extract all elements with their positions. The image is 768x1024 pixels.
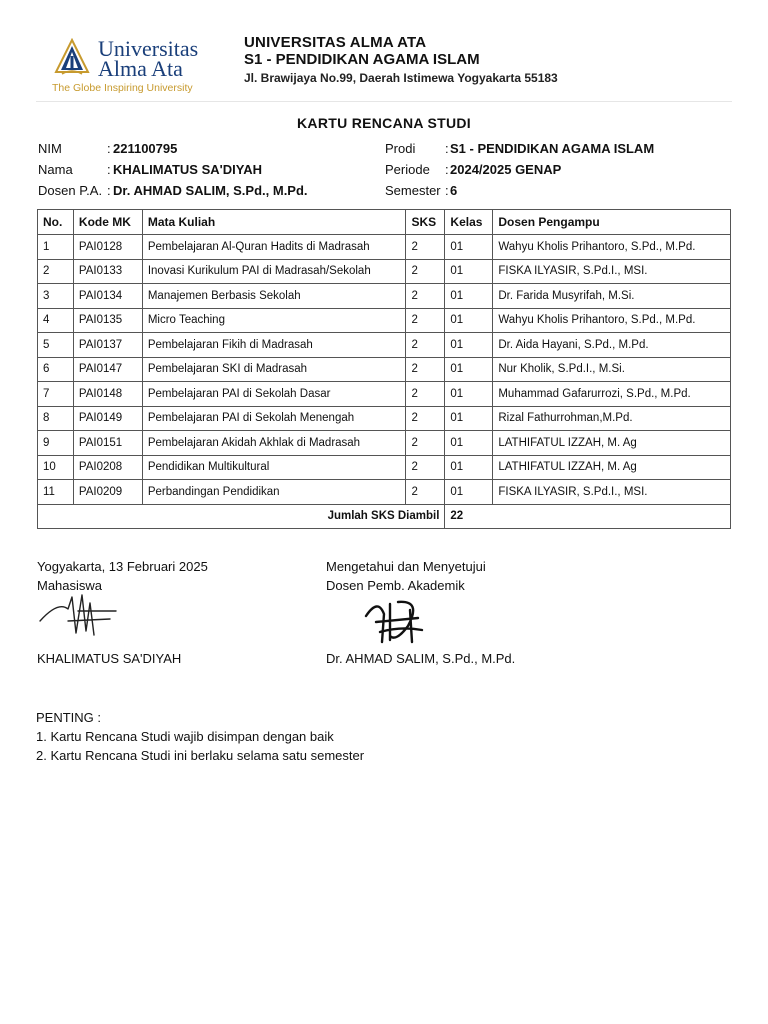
nim-colon: : — [107, 141, 111, 156]
col-header-kelas: Kelas — [445, 210, 493, 235]
advisor-signature — [360, 596, 430, 648]
row-dosen-pengampu: Muhammad Gafarurrozi, S.Pd., M.Pd. — [493, 382, 731, 407]
total-row — [38, 504, 731, 529]
student-info-left — [38, 139, 368, 201]
row-kelas: 01 — [445, 357, 493, 382]
row-kode-mk: PAI0135 — [73, 308, 142, 333]
nim-value: 221100795 — [113, 141, 178, 156]
approval-line-2: Dosen Pemb. Akademik — [326, 578, 465, 593]
university-name: UNIVERSITAS ALMA ATA — [244, 34, 427, 51]
document-header — [48, 30, 732, 100]
row-kode-mk: PAI0134 — [73, 284, 142, 309]
col-header-kode-mk: Kode MK — [73, 210, 142, 235]
table-row — [38, 308, 731, 333]
row-kelas: 01 — [445, 308, 493, 333]
total-sks-value: 22 — [445, 504, 731, 529]
note-item: 1. Kartu Rencana Studi wajib disimpan dengan baik — [36, 729, 334, 744]
row-no: 8 — [38, 406, 74, 431]
row-mata-kuliah: Pembelajaran SKI di Madrasah — [142, 357, 406, 382]
university-emblem-icon — [52, 38, 92, 78]
notes-heading: PENTING : — [36, 710, 102, 725]
institution-info — [244, 34, 558, 87]
row-kode-mk: PAI0151 — [73, 431, 142, 456]
name-label: Nama — [38, 162, 73, 177]
course-rows — [38, 235, 731, 505]
row-kode-mk: PAI0147 — [73, 357, 142, 382]
table-header-row — [38, 210, 731, 235]
row-sks: 2 — [406, 333, 445, 358]
row-dosen-pengampu: Rizal Fathurrohman,M.Pd. — [493, 406, 731, 431]
row-mata-kuliah: Inovasi Kurikulum PAI di Madrasah/Sekolah — [142, 259, 406, 284]
row-dosen-pengampu: Dr. Farida Musyrifah, M.Si. — [493, 284, 731, 309]
student-signature — [38, 591, 118, 651]
row-mata-kuliah: Micro Teaching — [142, 308, 406, 333]
table-row — [38, 235, 731, 260]
row-mata-kuliah: Pendidikan Multikultural — [142, 455, 406, 480]
advisor-colon: : — [107, 183, 111, 198]
row-dosen-pengampu: Wahyu Kholis Prihantoro, S.Pd., M.Pd. — [493, 308, 731, 333]
table-row — [38, 406, 731, 431]
semester-value: 6 — [450, 183, 458, 198]
row-kode-mk: PAI0209 — [73, 480, 142, 505]
row-kode-mk: PAI0137 — [73, 333, 142, 358]
university-logo — [48, 34, 228, 92]
row-sks: 2 — [406, 431, 445, 456]
program-name: S1 - PENDIDIKAN AGAMA ISLAM — [244, 51, 480, 68]
table-row — [38, 284, 731, 309]
row-no: 7 — [38, 382, 74, 407]
advisor-value: Dr. AHMAD SALIM, S.Pd., M.Pd. — [113, 183, 308, 198]
row-dosen-pengampu: Nur Kholik, S.Pd.I., M.Si. — [493, 357, 731, 382]
row-sks: 2 — [406, 357, 445, 382]
periode-value: 2024/2025 GENAP — [450, 162, 562, 177]
advisor-name-signature: Dr. AHMAD SALIM, S.Pd., M.Pd. — [326, 651, 516, 666]
row-kelas: 01 — [445, 284, 493, 309]
row-kode-mk: PAI0148 — [73, 382, 142, 407]
logo-wordmark-line1: Universitas — [98, 36, 199, 61]
row-no: 5 — [38, 333, 74, 358]
approval-line-1: Mengetahui dan Menyetujui — [326, 559, 486, 574]
row-kelas: 01 — [445, 382, 493, 407]
table-row — [38, 382, 731, 407]
prodi-value: S1 - PENDIDIKAN AGAMA ISLAM — [450, 141, 655, 156]
semester-colon: : — [445, 183, 449, 198]
header-divider — [36, 101, 732, 102]
row-no: 2 — [38, 259, 74, 284]
row-no: 4 — [38, 308, 74, 333]
row-no: 10 — [38, 455, 74, 480]
row-kelas: 01 — [445, 333, 493, 358]
row-mata-kuliah: Manajemen Berbasis Sekolah — [142, 284, 406, 309]
row-kelas: 01 — [445, 406, 493, 431]
row-no: 1 — [38, 235, 74, 260]
logo-tagline: The Globe Inspiring University — [52, 82, 193, 94]
row-mata-kuliah: Perbandingan Pendidikan — [142, 480, 406, 505]
course-table — [37, 209, 731, 529]
row-dosen-pengampu: Dr. Aida Hayani, S.Pd., M.Pd. — [493, 333, 731, 358]
col-header-mata-kuliah: Mata Kuliah — [142, 210, 406, 235]
name-value: KHALIMATUS SA'DIYAH — [113, 162, 262, 177]
row-sks: 2 — [406, 259, 445, 284]
prodi-label: Prodi — [385, 141, 416, 156]
university-address: Jl. Brawijaya No.99, Daerah Istimewa Yogyakarta 55183 — [244, 71, 558, 85]
table-row — [38, 259, 731, 284]
row-mata-kuliah: Pembelajaran PAI di Sekolah Menengah — [142, 406, 406, 431]
place-date: Yogyakarta, 13 Februari 2025 — [37, 559, 208, 574]
table-row — [38, 431, 731, 456]
row-kelas: 01 — [445, 235, 493, 260]
row-dosen-pengampu: Wahyu Kholis Prihantoro, S.Pd., M.Pd. — [493, 235, 731, 260]
row-dosen-pengampu: LATHIFATUL IZZAH, M. Ag — [493, 455, 731, 480]
row-kelas: 01 — [445, 259, 493, 284]
document-title: KARTU RENCANA STUDI — [297, 115, 471, 131]
student-info-right — [385, 139, 731, 201]
row-kode-mk: PAI0128 — [73, 235, 142, 260]
row-sks: 2 — [406, 308, 445, 333]
nim-label: NIM — [38, 141, 62, 156]
row-no: 3 — [38, 284, 74, 309]
row-no: 9 — [38, 431, 74, 456]
table-row — [38, 333, 731, 358]
row-mata-kuliah: Pembelajaran Akidah Akhlak di Madrasah — [142, 431, 406, 456]
semester-label: Semester — [385, 183, 441, 198]
row-no: 11 — [38, 480, 74, 505]
row-kode-mk: PAI0149 — [73, 406, 142, 431]
col-header-no: No. — [38, 210, 74, 235]
total-sks-label: Jumlah SKS Diambil — [38, 504, 445, 529]
important-notes — [36, 708, 364, 765]
row-kelas: 01 — [445, 480, 493, 505]
row-kelas: 01 — [445, 455, 493, 480]
row-no: 6 — [38, 357, 74, 382]
row-dosen-pengampu: FISKA ILYASIR, S.Pd.I., MSI. — [493, 259, 731, 284]
row-dosen-pengampu: FISKA ILYASIR, S.Pd.I., MSI. — [493, 480, 731, 505]
logo-wordmark-line2: Alma Ata — [98, 56, 183, 81]
col-header-dosen-pengampu: Dosen Pengampu — [493, 210, 731, 235]
row-mata-kuliah: Pembelajaran Al-Quran Hadits di Madrasah — [142, 235, 406, 260]
row-sks: 2 — [406, 284, 445, 309]
student-name-signature: KHALIMATUS SA'DIYAH — [37, 651, 182, 666]
row-dosen-pengampu: LATHIFATUL IZZAH, M. Ag — [493, 431, 731, 456]
periode-label: Periode — [385, 162, 430, 177]
row-sks: 2 — [406, 406, 445, 431]
row-kelas: 01 — [445, 431, 493, 456]
periode-colon: : — [445, 162, 449, 177]
row-kode-mk: PAI0208 — [73, 455, 142, 480]
table-row — [38, 480, 731, 505]
row-kode-mk: PAI0133 — [73, 259, 142, 284]
prodi-colon: : — [445, 141, 449, 156]
advisor-label: Dosen P.A. — [38, 183, 103, 198]
row-sks: 2 — [406, 235, 445, 260]
col-header-sks: SKS — [406, 210, 445, 235]
row-mata-kuliah: Pembelajaran PAI di Sekolah Dasar — [142, 382, 406, 407]
row-sks: 2 — [406, 480, 445, 505]
table-row — [38, 357, 731, 382]
name-colon: : — [107, 162, 111, 177]
row-sks: 2 — [406, 455, 445, 480]
row-mata-kuliah: Pembelajaran Fikih di Madrasah — [142, 333, 406, 358]
row-sks: 2 — [406, 382, 445, 407]
note-item: 2. Kartu Rencana Studi ini berlaku selama satu semester — [36, 748, 365, 763]
table-row — [38, 455, 731, 480]
student-role-label: Mahasiswa — [37, 578, 103, 593]
